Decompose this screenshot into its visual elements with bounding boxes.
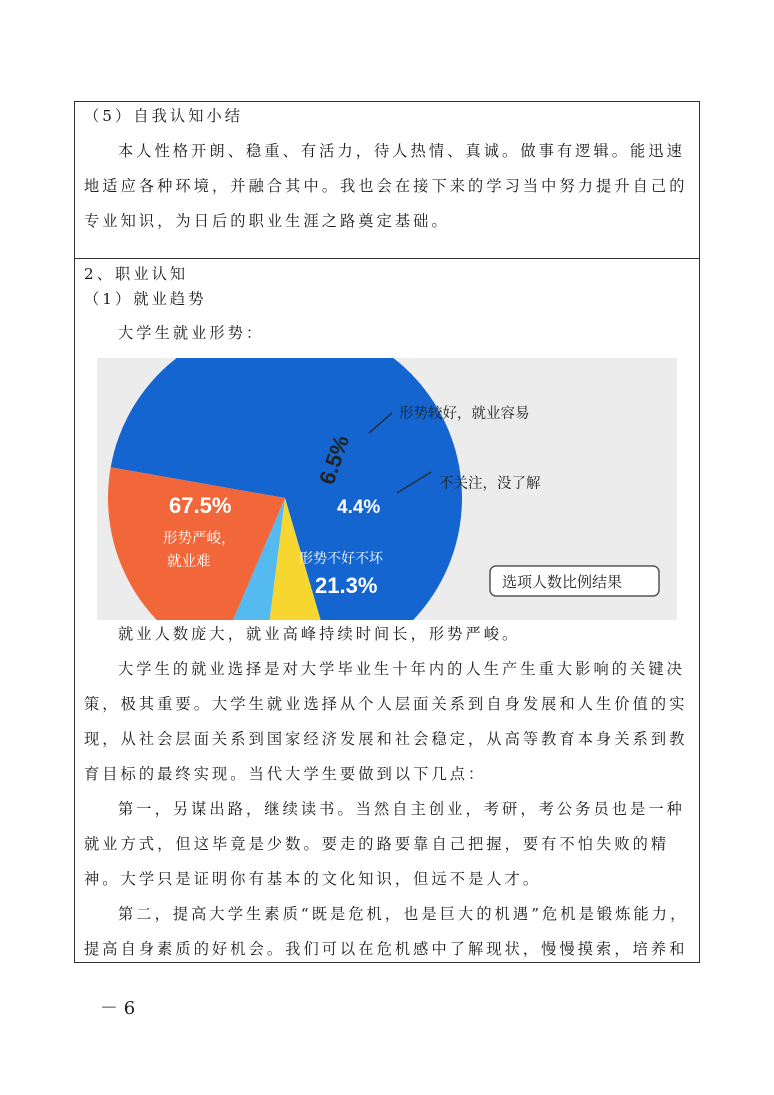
slice-label-severe: 形势严峻， <box>163 531 236 547</box>
chart-title: 选项人数比例结果 <box>502 573 623 591</box>
page-number: － 6 <box>100 998 136 1019</box>
callout-unconcerned: 不关注，没了解 <box>439 476 541 492</box>
para1-line: 策，极其重要。大学生就业选择从个人层面关系到自身发展和人生价值的实 <box>84 695 688 713</box>
self-summary-line: 地适应各种环境，并融合其中。我也会在接下来的学习当中努力提升自己的 <box>84 177 688 195</box>
trend-subheading: （1）就业趋势 <box>84 290 207 308</box>
chart-intro: 大学生就业形势： <box>118 324 265 342</box>
after-chart-text: 就业人数庞大，就业高峰持续时间长，形势严峻。 <box>118 625 521 643</box>
para2-line: 神。大学只是证明你有基本的文化知识，但远不是人才。 <box>84 870 542 888</box>
para1-line: 现，从社会层面关系到国家经济发展和社会稳定，从高等教育本身关系到教 <box>84 730 688 748</box>
career-heading: 2、职业认知 <box>84 265 189 283</box>
pct-label-unconcerned: 4.4% <box>337 497 381 518</box>
callout-good: 形势较好，就业容易 <box>399 406 530 422</box>
self-summary-heading: （5）自我认知小结 <box>84 107 244 125</box>
row-divider <box>74 258 700 259</box>
pct-label-neutral: 21.3% <box>315 573 378 598</box>
slice-label-neutral: 形势不好不坏 <box>299 551 383 567</box>
para2-line: 就业方式，但这毕竟是少数。要走的路要靠自己把握，要有不怕失败的精 <box>84 835 670 853</box>
self-summary-line: 专业知识，为日后的职业生涯之路奠定基础。 <box>84 212 450 230</box>
pct-label-severe: 67.5% <box>169 493 232 518</box>
para3-line: 提高自身素质的好机会。我们可以在危机感中了解现状，慢慢摸索，培养和 <box>84 940 688 958</box>
para3-line: 第二，提高大学生素质“既是危机，也是巨大的机遇”危机是锻炼能力， <box>118 905 689 923</box>
pie-chart <box>97 358 677 620</box>
self-summary-line: 本人性格开朗、稳重、有活力，待人热情、真诚。做事有逻辑。能迅速 <box>118 142 685 160</box>
slice-label-severe-2: 就业难 <box>167 554 211 570</box>
para1-line: 育目标的最终实现。当代大学生要做到以下几点： <box>84 765 487 783</box>
para1-line: 大学生的就业选择是对大学毕业生十年内的人生产生重大影响的关键决 <box>118 660 685 678</box>
pct-label-good: 6.5% <box>314 432 355 488</box>
para2-line: 第一，另谋出路，继续读书。当然自主创业，考研，考公务员也是一种 <box>118 800 685 818</box>
